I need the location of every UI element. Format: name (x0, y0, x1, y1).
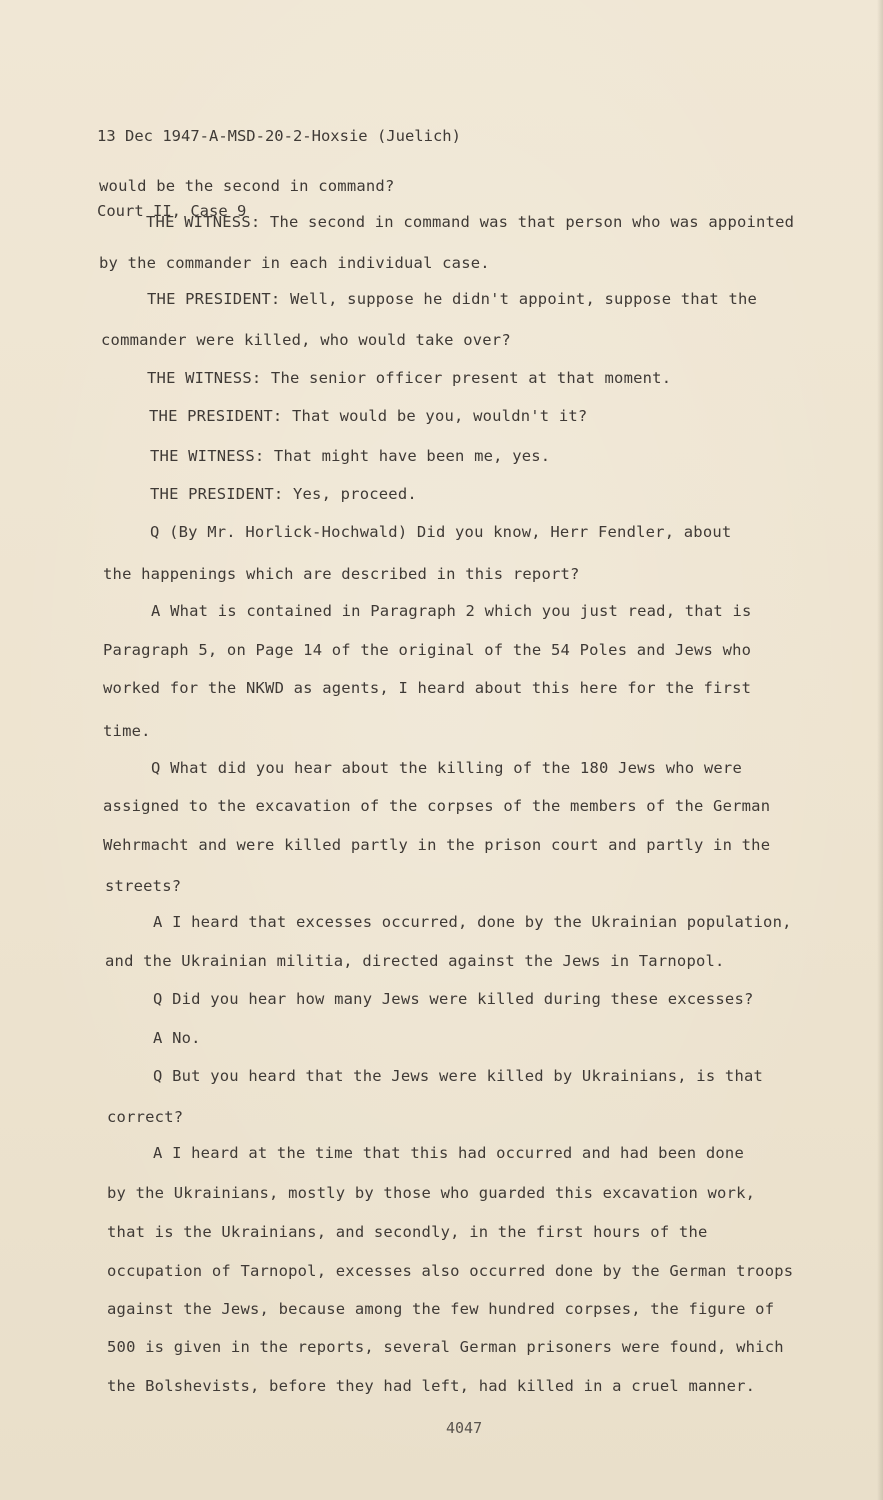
text-line: streets? (105, 877, 182, 895)
text-line: Q What did you hear about the killing of the 180 Jews who were (151, 759, 742, 777)
text-line: Wehrmacht and were killed partly in the prison court and partly in the (103, 836, 771, 854)
text-line: against the Jews, because among the few hundred corpses, the figure of (107, 1300, 775, 1318)
page-edge-shadow (877, 0, 883, 1500)
text-line: Q (By Mr. Horlick-Hochwald) Did you know, Herr Fendler, about (150, 523, 732, 541)
text-line: by the commander in each individual case. (99, 254, 490, 272)
text-line: commander were killed, who would take over? (101, 331, 511, 349)
header-line-2: Court II, Case 9 (97, 202, 247, 220)
text-line: the Bolshevists, before they had left, had killed in a cruel manner. (107, 1377, 756, 1395)
text-line: THE WITNESS: The second in command was that person who was appointed (146, 213, 795, 231)
document-header (97, 74, 461, 274)
text-line: 500 is given in the reports, several German prisoners were found, which (107, 1338, 784, 1356)
text-line: would be the second in command? (99, 177, 395, 195)
text-line: A No. (153, 1029, 201, 1047)
text-line: Paragraph 5, on Page 14 of the original of the 54 Poles and Jews who (103, 641, 752, 659)
text-line: occupation of Tarnopol, excesses also occurred done by the German troops (107, 1262, 794, 1280)
text-line: THE WITNESS: The senior officer present at that moment. (147, 369, 672, 387)
text-line: time. (103, 722, 151, 740)
text-line: A I heard that excesses occurred, done by the Ukrainian population, (153, 913, 792, 931)
text-line: and the Ukrainian militia, directed against the Jews in Tarnopol. (105, 952, 725, 970)
text-line: by the Ukrainians, mostly by those who guarded this excavation work, (107, 1184, 756, 1202)
text-line: THE PRESIDENT: Well, suppose he didn't appoint, suppose that the (147, 290, 758, 308)
text-line: correct? (107, 1108, 184, 1126)
text-line: Q But you heard that the Jews were killed by Ukrainians, is that (153, 1067, 764, 1085)
text-line: that is the Ukrainians, and secondly, in the first hours of the (107, 1223, 708, 1241)
text-line: worked for the NKWD as agents, I heard about this here for the first (103, 679, 752, 697)
text-line: assigned to the excavation of the corpses of the members of the German (103, 797, 771, 815)
header-line-1: 13 Dec 1947-A-MSD-20-2-Hoxsie (Juelich) (97, 127, 461, 145)
text-line: the happenings which are described in this report? (103, 565, 580, 583)
text-line: THE PRESIDENT: That would be you, wouldn't it? (149, 407, 588, 425)
text-line: A I heard at the time that this had occurred and had been done (153, 1144, 744, 1162)
text-line: THE PRESIDENT: Yes, proceed. (150, 485, 417, 503)
text-line: Q Did you hear how many Jews were killed during these excesses? (153, 990, 754, 1008)
text-line: THE WITNESS: That might have been me, yes. (150, 447, 551, 465)
text-line: A What is contained in Paragraph 2 which you just read, that is (151, 602, 752, 620)
page-number: 4047 (446, 1419, 483, 1437)
